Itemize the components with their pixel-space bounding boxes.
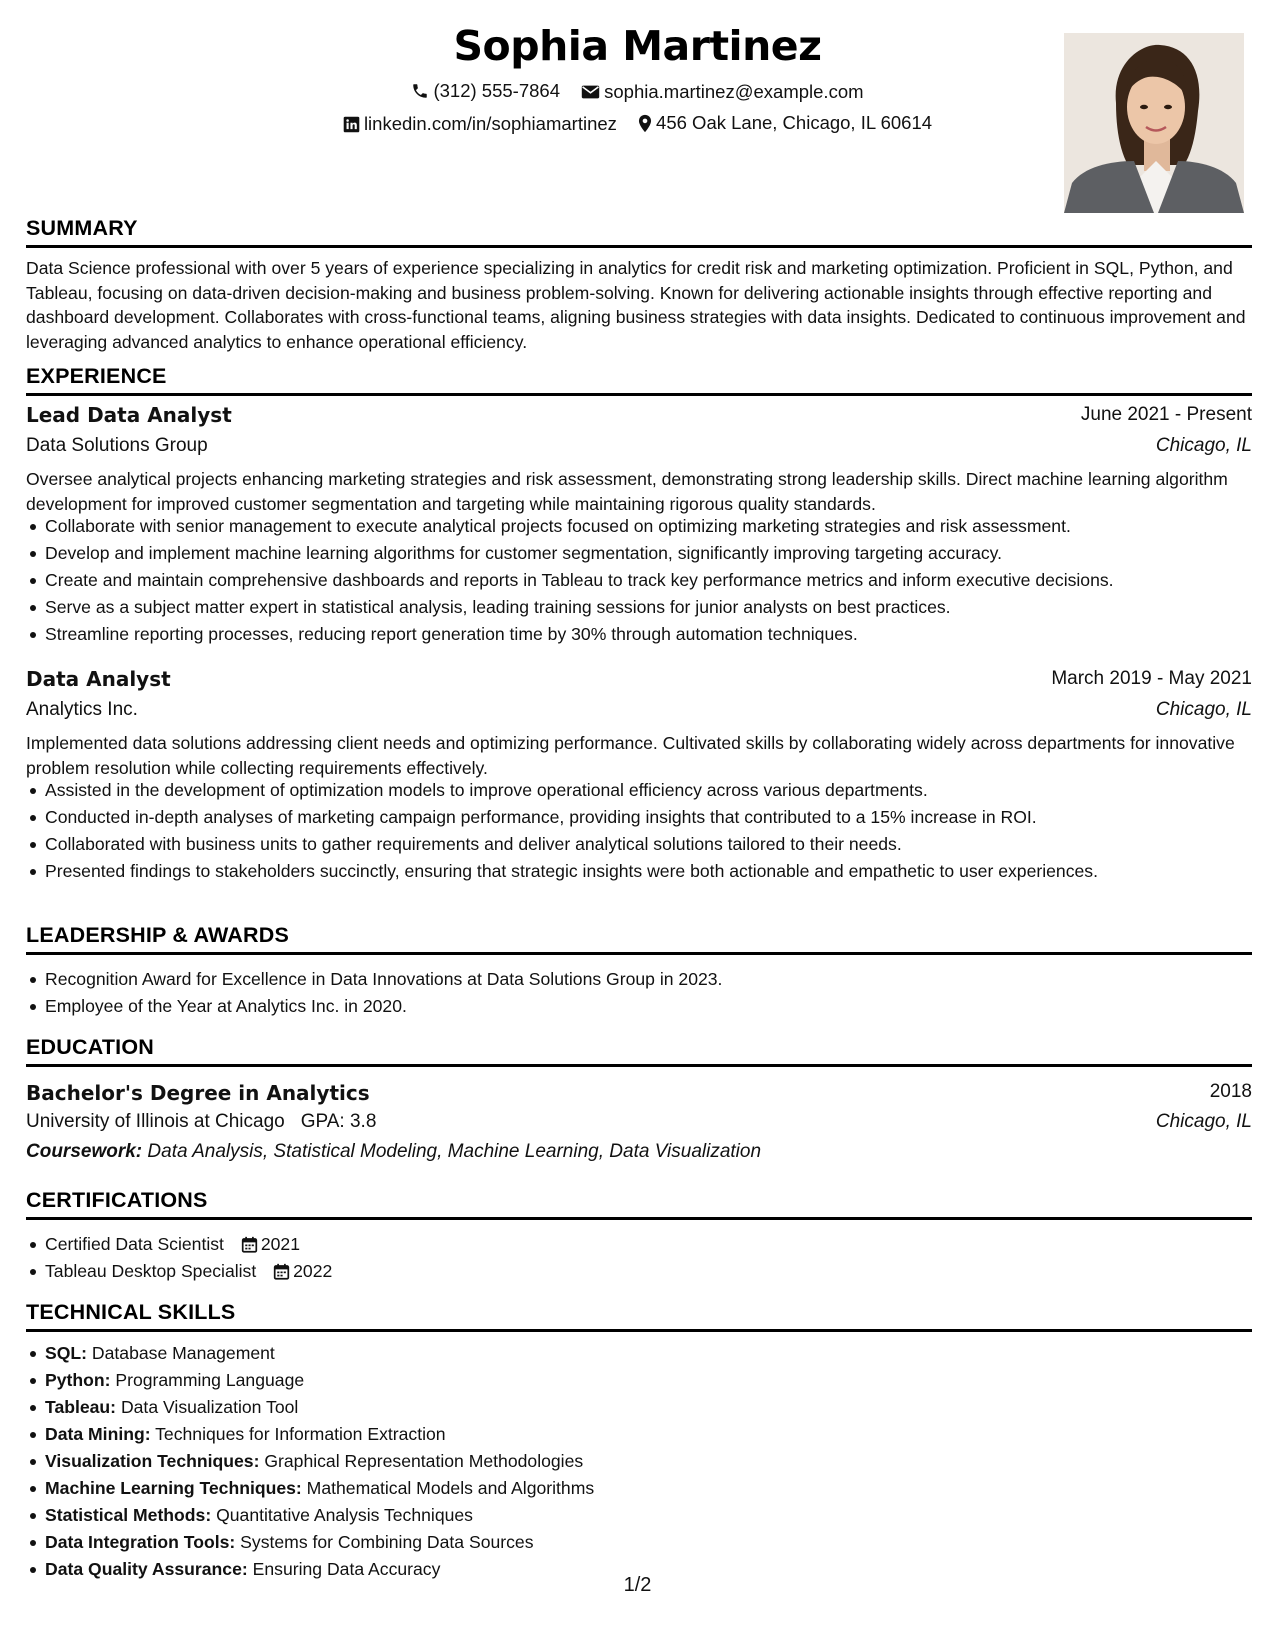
list-item bbox=[26, 1340, 1252, 1367]
skill-desc: Systems for Combining Data Sources bbox=[240, 1532, 534, 1552]
list-item bbox=[26, 1475, 1252, 1502]
list-item bbox=[26, 1502, 1252, 1529]
linkedin-icon bbox=[343, 116, 360, 133]
list-item: Presented findings to stakeholders succinctly, ensuring that strategic insights were both actionable and empathetic to user experiences. bbox=[26, 858, 1252, 885]
phone-number: (312) 555-7864 bbox=[433, 80, 560, 101]
list-item: Streamline reporting processes, reducing report generation time by 30% through automation techniques. bbox=[26, 621, 1252, 648]
list-item bbox=[26, 1367, 1252, 1394]
list-item bbox=[26, 1258, 1252, 1285]
job-location: Chicago, IL bbox=[1155, 699, 1252, 720]
email-item[interactable] bbox=[581, 81, 863, 103]
calendar-icon bbox=[273, 1263, 290, 1280]
job-company: Analytics Inc. bbox=[26, 699, 138, 720]
coursework bbox=[26, 1141, 761, 1163]
list-item: Develop and implement machine learning algorithms for customer segmentation, significantly improving targeting accuracy. bbox=[26, 540, 1252, 567]
job-dates: June 2021 - Present bbox=[1080, 404, 1252, 425]
section-title-certifications: CERTIFICATIONS bbox=[26, 1188, 1252, 1220]
skill-name: Data Integration Tools: bbox=[45, 1532, 236, 1552]
list-item: Serve as a subject matter expert in statistical analysis, leading training sessions for junior analysts on best practices. bbox=[26, 594, 1252, 621]
job-title: Lead Data Analyst bbox=[26, 403, 232, 427]
list-item: Create and maintain comprehensive dashboards and reports in Tableau to track key performance metrics and inform executive decisions. bbox=[26, 567, 1252, 594]
skills-list bbox=[26, 1340, 1252, 1583]
school-line bbox=[26, 1111, 376, 1133]
envelope-icon bbox=[581, 84, 600, 100]
section-title-experience: EXPERIENCE bbox=[26, 364, 1252, 396]
linkedin-url[interactable]: linkedin.com/in/sophiamartinez bbox=[363, 113, 617, 134]
skill-name: Python: bbox=[45, 1370, 111, 1390]
gpa: GPA: 3.8 bbox=[300, 1111, 377, 1132]
awards-list bbox=[26, 966, 1252, 1020]
skill-desc: Techniques for Information Extraction bbox=[155, 1424, 446, 1444]
skill-name: Data Mining: bbox=[45, 1424, 151, 1444]
job-bullets bbox=[26, 777, 1252, 885]
job-description: Implemented data solutions addressing client needs and optimizing performance. Cultivated skills by collaborating widely across departments for innovative problem resolution while collecting requirements effectively. bbox=[26, 733, 1235, 778]
cert-year: 2021 bbox=[260, 1234, 300, 1254]
skill-desc: Graphical Representation Methodologies bbox=[264, 1451, 584, 1471]
job-dates: March 2019 - May 2021 bbox=[1051, 668, 1252, 689]
job-bullets bbox=[26, 513, 1252, 648]
cert-year: 2022 bbox=[293, 1261, 333, 1281]
job-location: Chicago, IL bbox=[1155, 435, 1252, 456]
skill-name: Machine Learning Techniques: bbox=[45, 1478, 302, 1498]
skill-name: Data Quality Assurance: bbox=[45, 1559, 248, 1579]
cert-name: Tableau Desktop Specialist bbox=[45, 1261, 257, 1281]
skill-desc: Mathematical Models and Algorithms bbox=[306, 1478, 595, 1498]
list-item bbox=[26, 1394, 1252, 1421]
page-number: 1/2 bbox=[623, 1574, 652, 1596]
skill-name: Visualization Techniques: bbox=[45, 1451, 260, 1471]
candidate-name: Sophia Martinez bbox=[453, 22, 822, 70]
section-title-awards: LEADERSHIP & AWARDS bbox=[26, 923, 1252, 955]
section-title-skills: TECHNICAL SKILLS bbox=[26, 1300, 1252, 1332]
phone-icon bbox=[411, 82, 429, 100]
list-item: Collaborated with business units to gather requirements and deliver analytical solutions tailored to their needs. bbox=[26, 831, 1252, 858]
section-title-summary: SUMMARY bbox=[26, 216, 1252, 248]
skill-desc: Data Visualization Tool bbox=[120, 1397, 299, 1417]
skill-desc: Database Management bbox=[91, 1343, 275, 1363]
job-description: Oversee analytical projects enhancing marketing strategies and risk assessment, demonstrating strong leadership skills. Direct machine learning algorithm development for improved customer segmentation and targeting while maintaining rigorous quality standards. bbox=[26, 469, 1228, 514]
degree-title: Bachelor's Degree in Analytics bbox=[26, 1081, 370, 1105]
address-text: 456 Oak Lane, Chicago, IL 60614 bbox=[656, 112, 933, 133]
school-location: Chicago, IL bbox=[1155, 1111, 1252, 1132]
address-item bbox=[638, 112, 932, 134]
calendar-icon bbox=[241, 1236, 258, 1253]
skill-name: SQL: bbox=[45, 1343, 88, 1363]
graduation-year: 2018 bbox=[1209, 1081, 1252, 1102]
job-company: Data Solutions Group bbox=[26, 435, 208, 456]
coursework-label: Coursework: bbox=[26, 1141, 143, 1162]
certifications-list bbox=[26, 1231, 1252, 1285]
map-pin-icon bbox=[638, 114, 652, 133]
skill-desc: Programming Language bbox=[115, 1370, 305, 1390]
list-item: Conducted in-depth analyses of marketing campaign performance, providing insights that contributed to a 15% increase in ROI. bbox=[26, 804, 1252, 831]
email-address[interactable]: sophia.martinez@example.com bbox=[604, 81, 864, 102]
job-title: Data Analyst bbox=[26, 667, 171, 691]
skill-name: Tableau: bbox=[45, 1397, 117, 1417]
list-item bbox=[26, 1421, 1252, 1448]
list-item: Collaborate with senior management to execute analytical projects focused on optimizing marketing strategies and risk assessment. bbox=[26, 513, 1252, 540]
linkedin-item[interactable] bbox=[343, 113, 617, 135]
list-item: Recognition Award for Excellence in Data Innovations at Data Solutions Group in 2023. bbox=[26, 966, 1252, 993]
school-name: University of Illinois at Chicago bbox=[26, 1111, 285, 1132]
list-item: Employee of the Year at Analytics Inc. in 2020. bbox=[26, 993, 1252, 1020]
skill-desc: Quantitative Analysis Techniques bbox=[216, 1505, 473, 1525]
list-item bbox=[26, 1448, 1252, 1475]
phone-item bbox=[411, 80, 560, 102]
cert-name: Certified Data Scientist bbox=[45, 1234, 224, 1254]
summary-text: Data Science professional with over 5 years of experience specializing in analytics for credit risk and marketing optimization. Proficient in SQL, Python, and Tableau, focusing on data-driven decision-making and business problem-solving. Known for delivering actionable insights through effective reporting and dashboard development. Collaborates with cross-functional teams, aligning business strategies with data insights. Dedicated to continuous improvement and leveraging advanced analytics to enhance operational efficiency. bbox=[26, 258, 1246, 352]
profile-photo bbox=[1064, 33, 1244, 213]
list-item bbox=[26, 1529, 1252, 1556]
section-title-education: EDUCATION bbox=[26, 1035, 1252, 1067]
skill-name: Statistical Methods: bbox=[45, 1505, 212, 1525]
coursework-list: Data Analysis, Statistical Modeling, Machine Learning, Data Visualization bbox=[147, 1141, 762, 1162]
list-item: Assisted in the development of optimization models to improve operational efficiency across various departments. bbox=[26, 777, 1252, 804]
list-item bbox=[26, 1231, 1252, 1258]
skill-desc: Ensuring Data Accuracy bbox=[252, 1559, 441, 1579]
